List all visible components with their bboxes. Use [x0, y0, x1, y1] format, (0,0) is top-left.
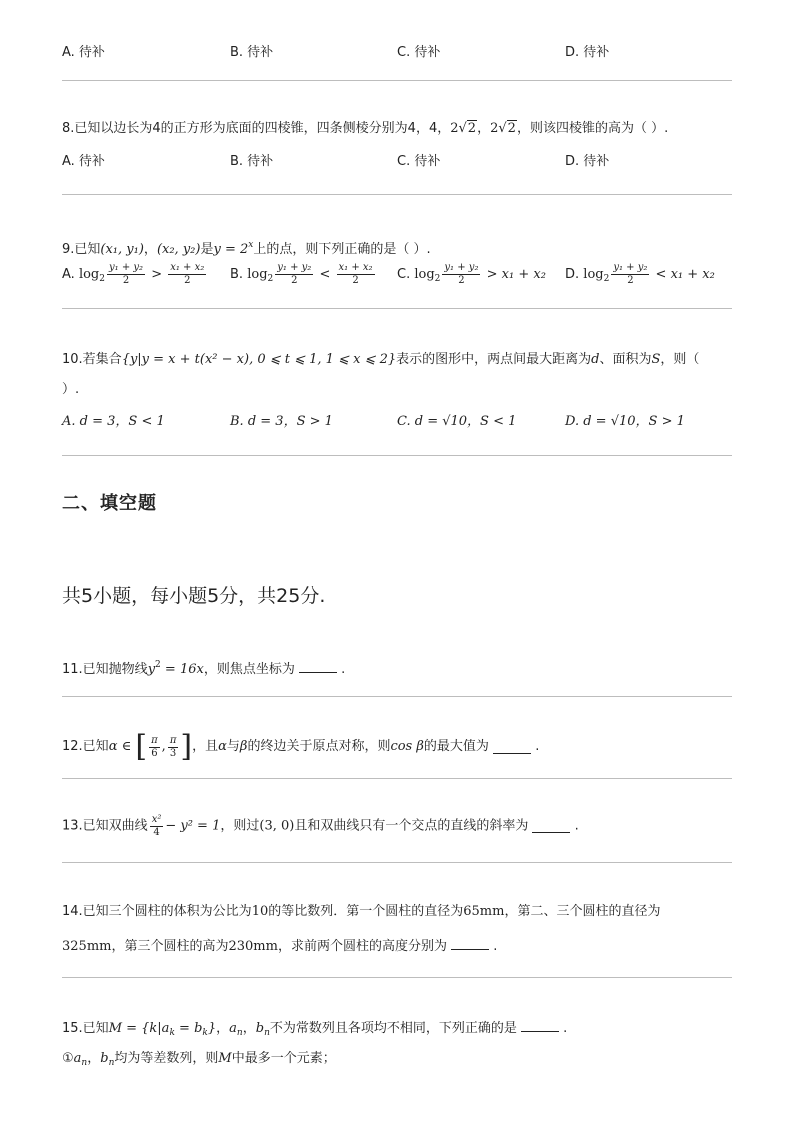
divider	[62, 80, 732, 81]
q12-stem: 12.已知α ∈ [ $\frac{\pi}{6}$ , $\frac{\pi}{3}$ ]，且α与β的终边关于原点对称，则cos β的最大值为 .	[62, 729, 540, 764]
q11-stem: 11.已知抛物线$y^2 = 16x$，则焦点坐标为 .	[62, 660, 346, 677]
q8-option-b: B. 待补	[230, 154, 274, 169]
divider	[62, 308, 732, 309]
q8-sqrt-coef: 2	[450, 121, 459, 136]
q9-option-c: C. $\log_2$ $\frac{\text{y₁ + y₂}}{2}$ > x₁ + x₂	[397, 262, 546, 286]
q14-answer-blank[interactable]	[451, 937, 489, 950]
q8-prefix: 8.已知以边长为4的正方形为底面的四棱锥，四条侧棱分别为4，4，	[62, 121, 451, 136]
q14-stem-line1: 14.已知三个圆柱的体积为公比为10的等比数列．第一个圆柱的直径为65mm，第二、三个圆柱的直径为	[62, 904, 661, 919]
q8-option-d: D. 待补	[565, 154, 610, 169]
q8-option-a: A. 待补	[62, 154, 105, 169]
divider	[62, 977, 732, 978]
q9-stem: 9.已知(x₁, y₁)，(x₂, y₂)是$y = 2^x$上的点，则下列正确的是（ ）.	[62, 240, 431, 257]
section-subheading: 共5小题，每小题5分，共25分.	[62, 585, 326, 607]
divider	[62, 778, 732, 779]
q12-answer-blank[interactable]	[493, 741, 531, 754]
q9-suffix: 上的点，则下列正确的是（ ）.	[253, 242, 431, 257]
q11-answer-blank[interactable]	[299, 660, 337, 673]
q10-option-b: B. d = 3，S > 1	[230, 414, 333, 429]
q9-option-b: B. $\log_2$ $\frac{\text{y₁ + y₂}}{2}$ < $\frac{\text{x₁ + x₂}}{2}$	[230, 262, 373, 286]
q14-stem-line2: 325mm，第三个圆柱的高为230mm，求前两个圆柱的高度分别为 .	[62, 939, 498, 954]
q8-suffix: ，则该四棱锥的高为（ ）.	[516, 121, 669, 136]
divider	[62, 862, 732, 863]
q10-option-d: D. d = √10，S > 1	[565, 414, 685, 429]
q9-prefix: 9.已知	[62, 242, 101, 257]
q15-answer-blank[interactable]	[521, 1019, 559, 1032]
q9-mid: 是	[200, 242, 214, 257]
q8-sqrt-rad: 2	[467, 121, 477, 136]
q8-sqrt-coef-2: 2	[490, 121, 499, 136]
q7-option-d: D. 待补	[565, 45, 610, 60]
q8-sqrt-rad-2: 2	[507, 121, 516, 136]
q15-stem: 15.已知$M = \{k|a_k = b_k\}$，$a_n$，$b_n$不为常数列且各项均不相同，下列正确的是 .	[62, 1021, 568, 1038]
q9-curve-exp: x	[248, 240, 254, 250]
q9-point-2: (x₂, y₂)	[156, 242, 201, 257]
divider	[62, 194, 732, 195]
q9-point-1: (x₁, y₁)	[100, 242, 144, 257]
divider	[62, 455, 732, 456]
q10-stem-line2: ）.	[62, 382, 80, 397]
section-heading: 二、填空题	[62, 493, 157, 514]
q9-curve: y = 2	[213, 242, 249, 257]
q8-stem: 8.已知以边长为4的正方形为底面的四棱锥，四条侧棱分别为4，4，2√2，2√2，则该四棱锥的高为（ ）.	[62, 121, 669, 136]
q15-item-1: $①a_n$，$b_n$均为等差数列，则M中最多一个元素；	[62, 1051, 336, 1068]
divider	[62, 696, 732, 697]
q7-option-a: A. 待补	[62, 45, 105, 60]
q9-option-d: D. $\log_2$ $\frac{\text{y₁ + y₂}}{2}$ < x₁ + x₂	[565, 262, 715, 286]
q9-option-a: A. $\log_2$ $\frac{\text{y₁ + y₂}}{2}$ > $\frac{\text{x₁ + x₂}}{2}$	[62, 262, 205, 286]
q10-option-a: A. d = 3，S < 1	[62, 414, 165, 429]
q10-option-c: C. d = √10，S < 1	[397, 414, 517, 429]
q7-option-b: B. 待补	[230, 45, 274, 60]
q10-set: {y|y = x + t(x² − x), 0 ⩽ t ⩽ 1, 1 ⩽ x ⩽ 2}	[121, 352, 397, 367]
q13-stem: 13.已知双曲线 $\frac{\text{x²}}{4}$ − y² = 1，则过(3, 0)且和双曲线只有一个交点的直线的斜率为 .	[62, 814, 579, 838]
q10-stem: 10.若集合{y|y = x + t(x² − x), 0 ⩽ t ⩽ 1, 1 ⩽ x ⩽ 2}表示的图形中，两点间最大距离为d、面积为S，则（	[62, 352, 700, 367]
q7-option-c: C. 待补	[397, 45, 441, 60]
q13-answer-blank[interactable]	[532, 820, 570, 833]
q8-option-c: C. 待补	[397, 154, 441, 169]
